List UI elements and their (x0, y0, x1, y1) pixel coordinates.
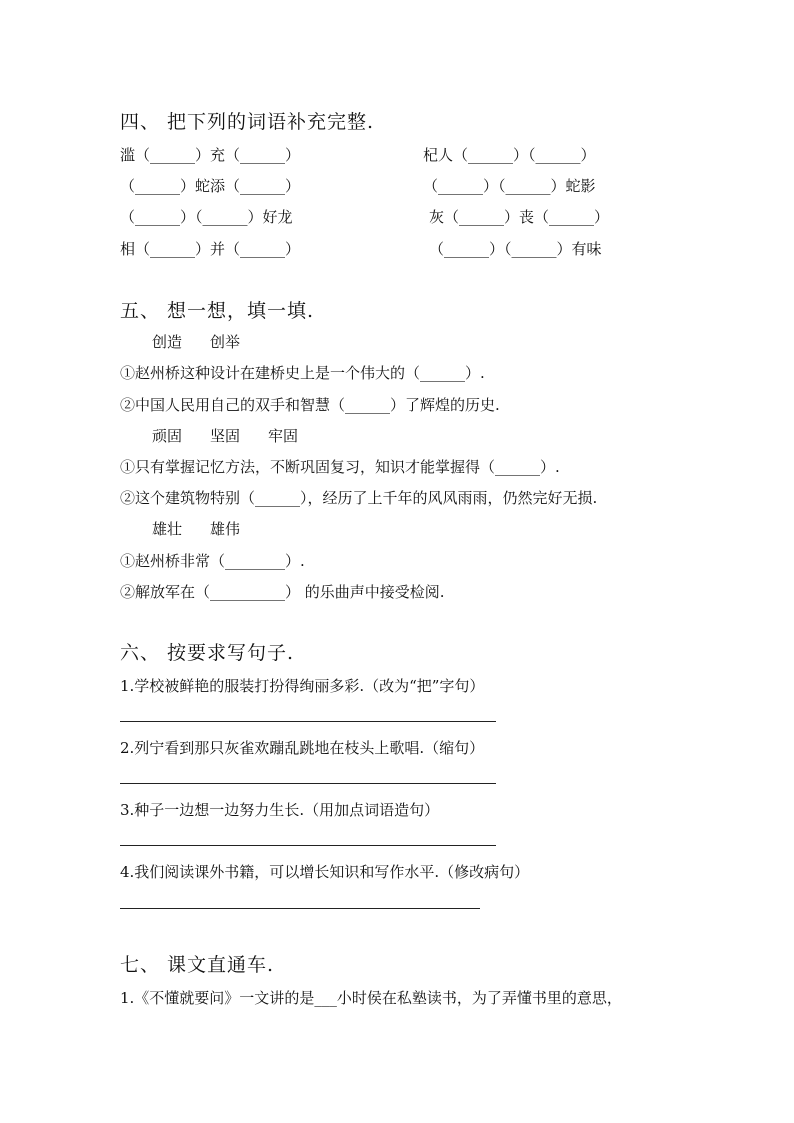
idiom-fill-left-4: 相（______）并（______） (120, 240, 301, 258)
word-choices-3 (152, 518, 268, 539)
fill-sentence: ②这个建筑物特别（______），经历了上千年的风风雨雨，仍然完好无损. (120, 489, 598, 507)
word-choice: 雄伟 (210, 520, 241, 538)
idiom-fill-right-1: 杞人（______）（______） (423, 146, 596, 164)
idiom-fill-left-3: （______）（______）好龙 (120, 208, 293, 226)
fill-sentence: ①只有掌握记忆方法，不断巩固复习，知识才能掌握得（______）. (120, 458, 560, 476)
answer-line (120, 721, 496, 722)
word-choice: 牢固 (268, 427, 299, 445)
idiom-fill-left-2: （______）蛇添（______） (120, 177, 301, 195)
word-choice: 雄壮 (152, 520, 183, 538)
word-choice: 创举 (210, 333, 241, 351)
fill-sentence: ①赵州桥这种设计在建桥史上是一个伟大的（______）. (120, 364, 485, 382)
idiom-fill-right-4: （______）（______）有味 (429, 240, 602, 258)
rewrite-task: 3.种子一边想一边努力生长.（用加点词语造句） (120, 801, 440, 819)
idiom-fill-left-1: 滥（______）充（______） (120, 146, 301, 164)
word-choices-1 (152, 331, 268, 352)
word-choice: 坚固 (210, 427, 241, 445)
word-choice: 创造 (152, 333, 183, 351)
section-6-heading: 六、 按要求写句子. (120, 642, 295, 664)
rewrite-task: 2.列宁看到那只灰雀欢蹦乱跳地在枝头上歌唱.（缩句） (120, 739, 485, 757)
rewrite-task: 1.学校被鲜艳的服装打扮得绚丽多彩.（改为“把”字句） (120, 677, 485, 695)
idiom-fill-right-2: （______）（______）蛇影 (423, 177, 596, 195)
fill-sentence: ②解放军在（__________） 的乐曲声中接受检阅. (120, 583, 445, 601)
section-4-heading: 四、 把下列的词语补充完整. (120, 111, 375, 133)
answer-line (120, 908, 480, 909)
fill-sentence: ①赵州桥非常（________）. (120, 552, 305, 570)
fill-sentence: ②中国人民用自己的双手和智慧（______）了辉煌的历史. (120, 396, 500, 414)
answer-line (120, 845, 496, 846)
lesson-question: 1.《不懂就要问》一文讲的是___小时侯在私塾读书，为了弄懂书里的意思， (120, 989, 622, 1007)
rewrite-task: 4.我们阅读课外书籍，可以增长知识和写作水平.（修改病句） (120, 863, 530, 881)
word-choice: 顽固 (152, 427, 183, 445)
section-7-heading: 七、 课文直通车. (120, 954, 275, 976)
word-choices-2 (152, 425, 326, 446)
section-5-heading: 五、 想一想，填一填. (120, 300, 315, 322)
answer-line (120, 783, 496, 784)
idiom-fill-right-3: 灰（______）丧（______） (429, 208, 610, 226)
